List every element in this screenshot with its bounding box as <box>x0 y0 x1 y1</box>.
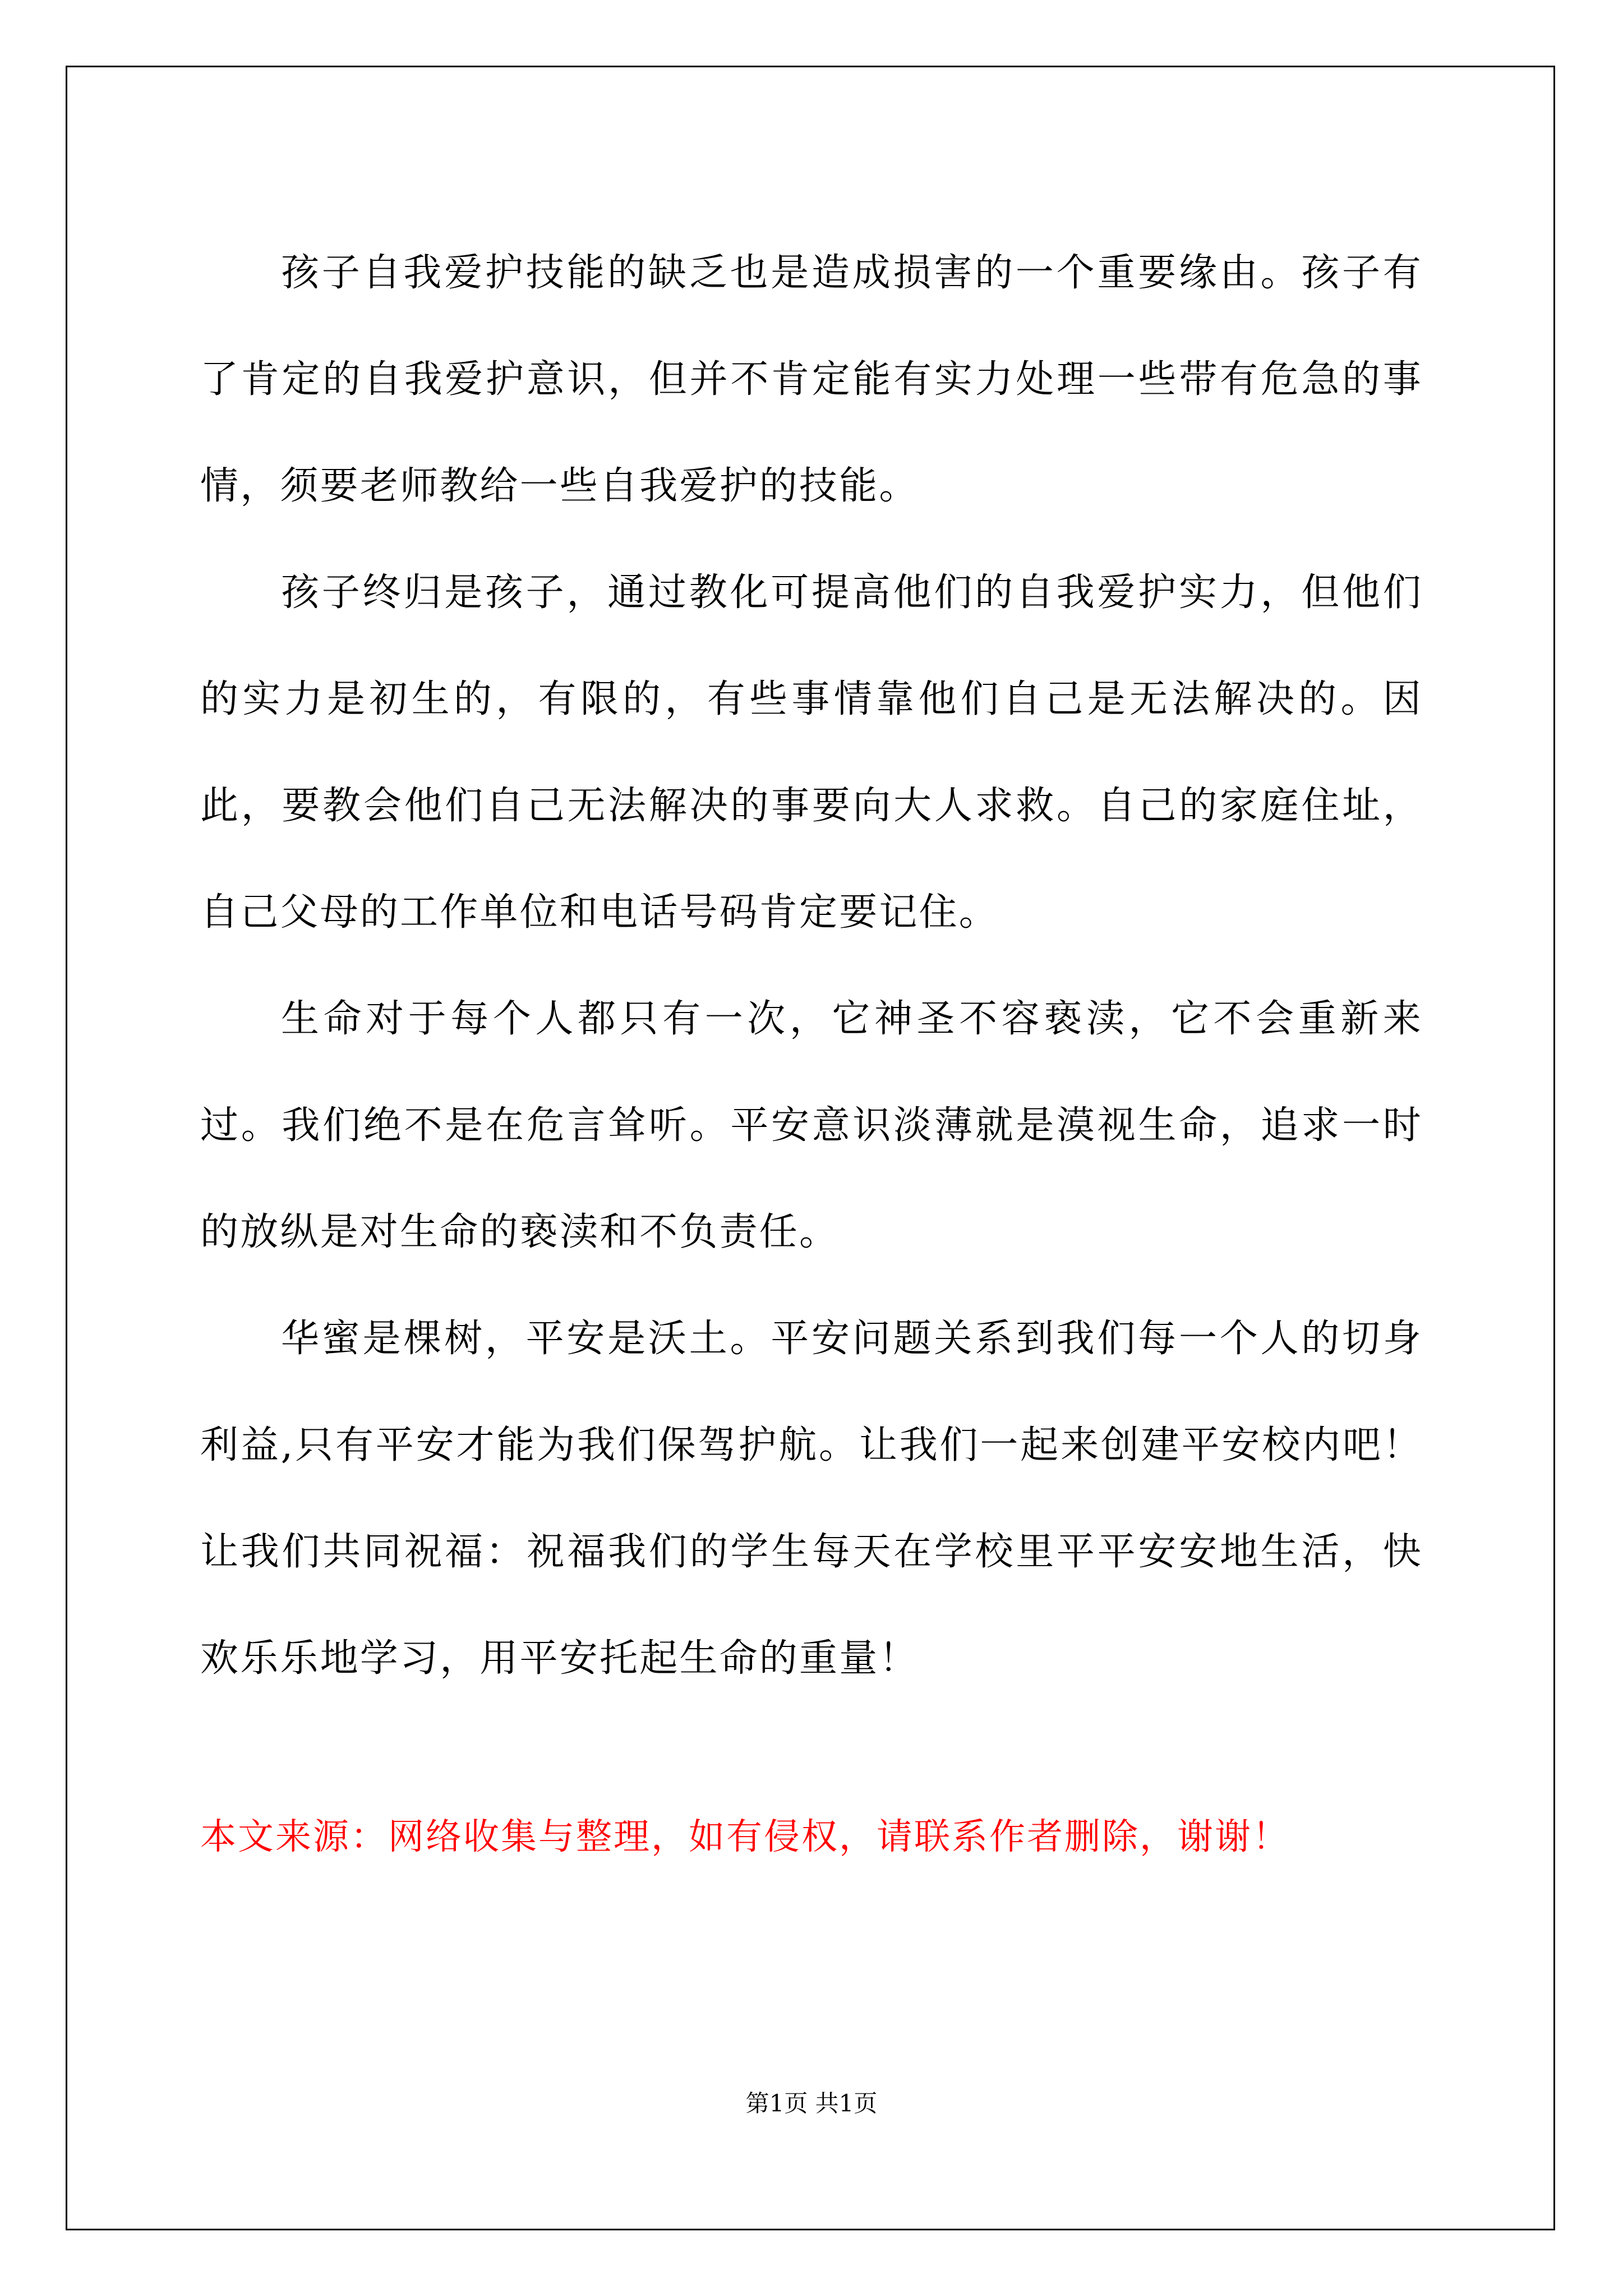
paragraph-2: 孩子终归是孩子，通过教化可提高他们的自我爱护实力，但他们的实力是初生的，有限的，有些事情靠他们自己是无法解决的。因此，要教会他们自己无法解决的事要向大人求救。自己的家庭住址，自己父母的工作单位和电话号码肯定要记住。 <box>200 570 1423 935</box>
paragraph-1: 孩子自我爱护技能的缺乏也是造成损害的一个重要缘由。孩子有了肯定的自我爱护意识，但并不肯定能有实力处理一些带有危急的事情，须要老师教给一些自我爱护的技能。 <box>200 251 1423 508</box>
source-note: 本文来源：网络收集与整理，如有侵权，请联系作者删除，谢谢！ <box>200 1816 1290 1858</box>
page-number-footer: 第1页 共1页 <box>745 2090 878 2117</box>
document-body <box>200 220 1423 1712</box>
paragraph-4: 华蜜是棵树，平安是沃土。平安问题关系到我们每一个人的切身利益,只有平安才能为我们保驾护航。让我们一起来创建平安校内吧！让我们共同祝福：祝福我们的学生每天在学校里平平安安地生活，快欢乐乐地学习，用平安托起生命的重量！ <box>200 1317 1423 1681</box>
paragraph-3: 生命对于每个人都只有一次，它神圣不容亵渎，它不会重新来过。我们绝不是在危言耸听。平安意识淡薄就是漠视生命，追求一时的放纵是对生命的亵渎和不负责任。 <box>200 997 1423 1254</box>
